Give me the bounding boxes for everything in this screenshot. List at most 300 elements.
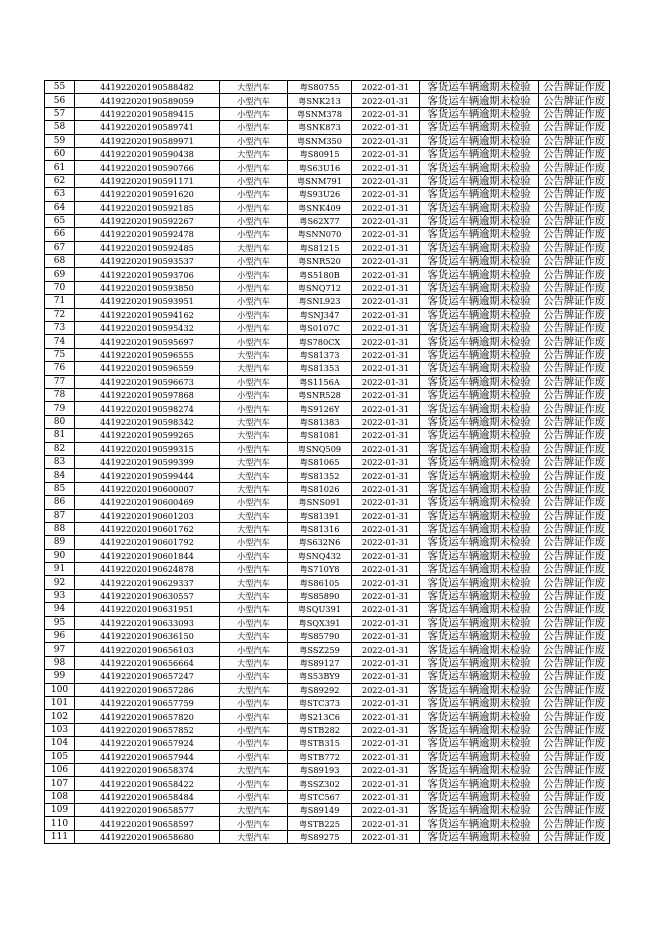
plate-number-cell: 粤SNN070 [288, 228, 352, 241]
row-number: 61 [45, 161, 75, 174]
date-cell: 2022-01-31 [352, 469, 420, 482]
row-number: 98 [45, 656, 75, 669]
reason-cell: 客货运车辆逾期未检验 [420, 415, 539, 428]
table-row [45, 174, 610, 187]
plate-number-cell: 粤SNQ509 [288, 442, 352, 455]
reason-cell: 客货运车辆逾期未检验 [420, 710, 539, 723]
table-row [45, 228, 610, 241]
vehicle-type-cell: 大型汽车 [220, 429, 288, 442]
plate-number-cell: 粤STB315 [288, 737, 352, 750]
reason-cell: 客货运车辆逾期未检验 [420, 362, 539, 375]
status-cell: 公告牌证作废 [539, 388, 610, 401]
reason-cell: 客货运车辆逾期未检验 [420, 255, 539, 268]
plate-number-cell: 粤S81352 [288, 469, 352, 482]
row-number: 110 [45, 817, 75, 830]
vehicle-type-cell: 小型汽车 [220, 268, 288, 281]
table-row [45, 509, 610, 522]
row-number: 56 [45, 94, 75, 107]
reason-cell: 客货运车辆逾期未检验 [420, 509, 539, 522]
row-number: 92 [45, 576, 75, 589]
vehicle-type-cell: 小型汽车 [220, 563, 288, 576]
vehicle-type-cell: 小型汽车 [220, 710, 288, 723]
status-cell: 公告牌证作废 [539, 482, 610, 495]
record-id-cell: 441922020190590766 [75, 161, 220, 174]
table-row [45, 348, 610, 361]
record-id-cell: 441922020190657820 [75, 710, 220, 723]
row-number: 57 [45, 107, 75, 120]
status-cell: 公告牌证作废 [539, 147, 610, 160]
record-id-cell: 441922020190657924 [75, 737, 220, 750]
date-cell: 2022-01-31 [352, 549, 420, 562]
vehicle-type-cell: 小型汽车 [220, 308, 288, 321]
reason-cell: 客货运车辆逾期未检验 [420, 576, 539, 589]
row-number: 95 [45, 616, 75, 629]
vehicle-type-cell: 大型汽车 [220, 415, 288, 428]
record-id-cell: 441922020190591620 [75, 188, 220, 201]
plate-number-cell: 粤SNK409 [288, 201, 352, 214]
date-cell: 2022-01-31 [352, 295, 420, 308]
record-id-cell: 441922020190595697 [75, 335, 220, 348]
status-cell: 公告牌证作废 [539, 710, 610, 723]
vehicle-type-cell: 小型汽车 [220, 536, 288, 549]
status-cell: 公告牌证作废 [539, 589, 610, 602]
table-row [45, 469, 610, 482]
status-cell: 公告牌证作废 [539, 322, 610, 335]
status-cell: 公告牌证作废 [539, 536, 610, 549]
record-id-cell: 441922020190596673 [75, 375, 220, 388]
vehicle-type-cell: 小型汽车 [220, 777, 288, 790]
status-cell: 公告牌证作废 [539, 737, 610, 750]
vehicle-type-cell: 小型汽车 [220, 402, 288, 415]
reason-cell: 客货运车辆逾期未检验 [420, 643, 539, 656]
reason-cell: 客货运车辆逾期未检验 [420, 188, 539, 201]
vehicle-type-cell: 大型汽车 [220, 630, 288, 643]
plate-number-cell: 粤S53BY9 [288, 670, 352, 683]
plate-number-cell: 粤SNL923 [288, 295, 352, 308]
date-cell: 2022-01-31 [352, 255, 420, 268]
plate-number-cell: 粤S81353 [288, 362, 352, 375]
plate-number-cell: 粤STB282 [288, 723, 352, 736]
plate-number-cell: 粤S213C6 [288, 710, 352, 723]
reason-cell: 客货运车辆逾期未检验 [420, 348, 539, 361]
reason-cell: 客货运车辆逾期未检验 [420, 496, 539, 509]
record-id-cell: 441922020190592478 [75, 228, 220, 241]
plate-number-cell: 粤S710Y8 [288, 563, 352, 576]
plate-number-cell: 粤SNR528 [288, 388, 352, 401]
status-cell: 公告牌证作废 [539, 777, 610, 790]
date-cell: 2022-01-31 [352, 335, 420, 348]
vehicle-type-cell: 小型汽车 [220, 817, 288, 830]
date-cell: 2022-01-31 [352, 322, 420, 335]
reason-cell: 客货运车辆逾期未检验 [420, 121, 539, 134]
plate-number-cell: 粤S80755 [288, 81, 352, 94]
table-row [45, 107, 610, 120]
reason-cell: 客货运车辆逾期未检验 [420, 603, 539, 616]
table-row [45, 777, 610, 790]
row-number: 76 [45, 362, 75, 375]
reason-cell: 客货运车辆逾期未检验 [420, 482, 539, 495]
row-number: 70 [45, 281, 75, 294]
row-number: 79 [45, 402, 75, 415]
vehicle-type-cell: 大型汽车 [220, 656, 288, 669]
record-id-cell: 441922020190598274 [75, 402, 220, 415]
plate-number-cell: 粤S81026 [288, 482, 352, 495]
table-row [45, 121, 610, 134]
table-row [45, 308, 610, 321]
date-cell: 2022-01-31 [352, 777, 420, 790]
record-id-cell: 441922020190624878 [75, 563, 220, 576]
vehicle-type-cell: 大型汽车 [220, 482, 288, 495]
vehicle-type-cell: 小型汽车 [220, 295, 288, 308]
date-cell: 2022-01-31 [352, 683, 420, 696]
date-cell: 2022-01-31 [352, 563, 420, 576]
vehicle-type-cell: 小型汽车 [220, 790, 288, 803]
vehicle-type-cell: 小型汽车 [220, 228, 288, 241]
table-row [45, 603, 610, 616]
status-cell: 公告牌证作废 [539, 750, 610, 763]
plate-number-cell: 粤S0107C [288, 322, 352, 335]
table-row [45, 763, 610, 776]
date-cell: 2022-01-31 [352, 161, 420, 174]
row-number: 84 [45, 469, 75, 482]
status-cell: 公告牌证作废 [539, 496, 610, 509]
record-id-cell: 441922020190657852 [75, 723, 220, 736]
vehicle-type-cell: 小型汽车 [220, 375, 288, 388]
vehicle-type-cell: 小型汽车 [220, 174, 288, 187]
status-cell: 公告牌证作废 [539, 201, 610, 214]
date-cell: 2022-01-31 [352, 737, 420, 750]
plate-number-cell: 粤S1156A [288, 375, 352, 388]
vehicle-type-cell: 小型汽车 [220, 616, 288, 629]
plate-number-cell: 粤S89193 [288, 763, 352, 776]
record-id-cell: 441922020190596559 [75, 362, 220, 375]
table-row [45, 268, 610, 281]
row-number: 96 [45, 630, 75, 643]
table-row [45, 656, 610, 669]
table-row [45, 442, 610, 455]
record-id-cell: 441922020190596555 [75, 348, 220, 361]
plate-number-cell: 粤S80915 [288, 147, 352, 160]
reason-cell: 客货运车辆逾期未检验 [420, 429, 539, 442]
status-cell: 公告牌证作废 [539, 268, 610, 281]
table-row [45, 402, 610, 415]
vehicle-type-cell: 大型汽车 [220, 522, 288, 535]
plate-number-cell: 粤SNQ712 [288, 281, 352, 294]
status-cell: 公告牌证作废 [539, 375, 610, 388]
date-cell: 2022-01-31 [352, 107, 420, 120]
date-cell: 2022-01-31 [352, 388, 420, 401]
date-cell: 2022-01-31 [352, 348, 420, 361]
vehicle-type-cell: 小型汽车 [220, 388, 288, 401]
date-cell: 2022-01-31 [352, 415, 420, 428]
row-number: 100 [45, 683, 75, 696]
vehicle-type-cell: 大型汽车 [220, 455, 288, 468]
record-id-cell: 441922020190589971 [75, 134, 220, 147]
row-number: 77 [45, 375, 75, 388]
row-number: 59 [45, 134, 75, 147]
table-row [45, 201, 610, 214]
status-cell: 公告牌证作废 [539, 214, 610, 227]
status-cell: 公告牌证作废 [539, 804, 610, 817]
vehicle-type-cell: 小型汽车 [220, 161, 288, 174]
reason-cell: 客货运车辆逾期未检验 [420, 790, 539, 803]
row-number: 99 [45, 670, 75, 683]
reason-cell: 客货运车辆逾期未检验 [420, 616, 539, 629]
reason-cell: 客货运车辆逾期未检验 [420, 134, 539, 147]
table-row [45, 496, 610, 509]
date-cell: 2022-01-31 [352, 830, 420, 843]
reason-cell: 客货运车辆逾期未检验 [420, 268, 539, 281]
date-cell: 2022-01-31 [352, 455, 420, 468]
plate-number-cell: 粤SNS091 [288, 496, 352, 509]
record-id-cell: 441922020190593951 [75, 295, 220, 308]
row-number: 108 [45, 790, 75, 803]
table-row [45, 536, 610, 549]
date-cell: 2022-01-31 [352, 750, 420, 763]
vehicle-type-cell: 小型汽车 [220, 188, 288, 201]
record-id-cell: 441922020190595432 [75, 322, 220, 335]
reason-cell: 客货运车辆逾期未检验 [420, 656, 539, 669]
row-number: 86 [45, 496, 75, 509]
plate-number-cell: 粤S86105 [288, 576, 352, 589]
table-row [45, 563, 610, 576]
date-cell: 2022-01-31 [352, 308, 420, 321]
date-cell: 2022-01-31 [352, 589, 420, 602]
row-number: 82 [45, 442, 75, 455]
date-cell: 2022-01-31 [352, 188, 420, 201]
date-cell: 2022-01-31 [352, 281, 420, 294]
reason-cell: 客货运车辆逾期未检验 [420, 670, 539, 683]
table-row [45, 335, 610, 348]
row-number: 67 [45, 241, 75, 254]
status-cell: 公告牌证作废 [539, 790, 610, 803]
plate-number-cell: 粤S81316 [288, 522, 352, 535]
row-number: 93 [45, 589, 75, 602]
date-cell: 2022-01-31 [352, 710, 420, 723]
record-id-cell: 441922020190636150 [75, 630, 220, 643]
record-id-cell: 441922020190601203 [75, 509, 220, 522]
plate-number-cell: 粤S62X77 [288, 214, 352, 227]
table-row [45, 94, 610, 107]
reason-cell: 客货运车辆逾期未检验 [420, 94, 539, 107]
status-cell: 公告牌证作废 [539, 161, 610, 174]
reason-cell: 客货运车辆逾期未检验 [420, 308, 539, 321]
row-number: 88 [45, 522, 75, 535]
row-number: 58 [45, 121, 75, 134]
status-cell: 公告牌证作废 [539, 656, 610, 669]
reason-cell: 客货运车辆逾期未检验 [420, 228, 539, 241]
plate-number-cell: 粤S780CX [288, 335, 352, 348]
status-cell: 公告牌证作废 [539, 549, 610, 562]
date-cell: 2022-01-31 [352, 576, 420, 589]
status-cell: 公告牌证作废 [539, 455, 610, 468]
reason-cell: 客货运车辆逾期未检验 [420, 107, 539, 120]
plate-number-cell: 粤S81215 [288, 241, 352, 254]
reason-cell: 客货运车辆逾期未检验 [420, 201, 539, 214]
vehicle-type-cell: 小型汽车 [220, 281, 288, 294]
row-number: 111 [45, 830, 75, 843]
plate-number-cell: 粤S89149 [288, 804, 352, 817]
plate-number-cell: 粤S9126Y [288, 402, 352, 415]
vehicle-type-cell: 小型汽车 [220, 723, 288, 736]
vehicle-type-cell: 大型汽车 [220, 348, 288, 361]
status-cell: 公告牌证作废 [539, 174, 610, 187]
row-number: 71 [45, 295, 75, 308]
table-row [45, 737, 610, 750]
date-cell: 2022-01-31 [352, 817, 420, 830]
table-row [45, 750, 610, 763]
status-cell: 公告牌证作废 [539, 94, 610, 107]
date-cell: 2022-01-31 [352, 616, 420, 629]
vehicle-type-cell: 小型汽车 [220, 643, 288, 656]
plate-number-cell: 粤STB225 [288, 817, 352, 830]
status-cell: 公告牌证作废 [539, 522, 610, 535]
row-number: 87 [45, 509, 75, 522]
status-cell: 公告牌证作废 [539, 308, 610, 321]
reason-cell: 客货运车辆逾期未检验 [420, 214, 539, 227]
plate-number-cell: 粤STC567 [288, 790, 352, 803]
row-number: 65 [45, 214, 75, 227]
row-number: 90 [45, 549, 75, 562]
plate-number-cell: 粤S81383 [288, 415, 352, 428]
record-id-cell: 441922020190601762 [75, 522, 220, 535]
row-number: 66 [45, 228, 75, 241]
plate-number-cell: 粤STC373 [288, 696, 352, 709]
reason-cell: 客货运车辆逾期未检验 [420, 442, 539, 455]
plate-number-cell: 粤S63U16 [288, 161, 352, 174]
record-id-cell: 441922020190658484 [75, 790, 220, 803]
record-id-cell: 441922020190592485 [75, 241, 220, 254]
status-cell: 公告牌证作废 [539, 402, 610, 415]
date-cell: 2022-01-31 [352, 121, 420, 134]
status-cell: 公告牌证作废 [539, 576, 610, 589]
row-number: 78 [45, 388, 75, 401]
table-row [45, 429, 610, 442]
record-id-cell: 441922020190657286 [75, 683, 220, 696]
row-number: 60 [45, 147, 75, 160]
reason-cell: 客货运车辆逾期未检验 [420, 549, 539, 562]
vehicle-type-cell: 小型汽车 [220, 107, 288, 120]
plate-number-cell: 粤SNJ347 [288, 308, 352, 321]
plate-number-cell: 粤S81373 [288, 348, 352, 361]
plate-number-cell: 粤S89275 [288, 830, 352, 843]
reason-cell: 客货运车辆逾期未检验 [420, 830, 539, 843]
plate-number-cell: 粤S81065 [288, 455, 352, 468]
date-cell: 2022-01-31 [352, 670, 420, 683]
vehicle-type-cell: 大型汽车 [220, 589, 288, 602]
row-number: 94 [45, 603, 75, 616]
plate-number-cell: 粤S85790 [288, 630, 352, 643]
reason-cell: 客货运车辆逾期未检验 [420, 455, 539, 468]
status-cell: 公告牌证作废 [539, 335, 610, 348]
row-number: 64 [45, 201, 75, 214]
plate-number-cell: 粤S632N6 [288, 536, 352, 549]
table-row [45, 255, 610, 268]
date-cell: 2022-01-31 [352, 134, 420, 147]
date-cell: 2022-01-31 [352, 362, 420, 375]
row-number: 103 [45, 723, 75, 736]
reason-cell: 客货运车辆逾期未检验 [420, 388, 539, 401]
vehicle-type-cell: 大型汽车 [220, 683, 288, 696]
plate-number-cell: 粤S81391 [288, 509, 352, 522]
table-row [45, 375, 610, 388]
record-id-cell: 441922020190657944 [75, 750, 220, 763]
reason-cell: 客货运车辆逾期未检验 [420, 750, 539, 763]
plate-number-cell: 粤SNK873 [288, 121, 352, 134]
reason-cell: 客货运车辆逾期未检验 [420, 174, 539, 187]
status-cell: 公告牌证作废 [539, 763, 610, 776]
status-cell: 公告牌证作废 [539, 683, 610, 696]
row-number: 69 [45, 268, 75, 281]
plate-number-cell: 粤SNM791 [288, 174, 352, 187]
row-number: 55 [45, 81, 75, 94]
record-id-cell: 441922020190658422 [75, 777, 220, 790]
row-number: 102 [45, 710, 75, 723]
status-cell: 公告牌证作废 [539, 255, 610, 268]
record-id-cell: 441922020190589741 [75, 121, 220, 134]
table-row [45, 616, 610, 629]
record-id-cell: 441922020190658680 [75, 830, 220, 843]
table-row [45, 830, 610, 843]
table-row [45, 723, 610, 736]
vehicle-type-cell: 小型汽车 [220, 201, 288, 214]
record-id-cell: 441922020190601792 [75, 536, 220, 549]
record-id-cell: 441922020190658577 [75, 804, 220, 817]
record-id-cell: 441922020190599399 [75, 455, 220, 468]
reason-cell: 客货运车辆逾期未检验 [420, 147, 539, 160]
row-number: 85 [45, 482, 75, 495]
vehicle-type-cell: 大型汽车 [220, 241, 288, 254]
row-number: 106 [45, 763, 75, 776]
plate-number-cell: 粤S5180B [288, 268, 352, 281]
reason-cell: 客货运车辆逾期未检验 [420, 161, 539, 174]
date-cell: 2022-01-31 [352, 147, 420, 160]
date-cell: 2022-01-31 [352, 723, 420, 736]
reason-cell: 客货运车辆逾期未检验 [420, 469, 539, 482]
vehicle-type-cell: 小型汽车 [220, 121, 288, 134]
row-number: 83 [45, 455, 75, 468]
date-cell: 2022-01-31 [352, 241, 420, 254]
status-cell: 公告牌证作废 [539, 415, 610, 428]
vehicle-type-cell: 小型汽车 [220, 214, 288, 227]
table-row [45, 683, 610, 696]
vehicle-type-cell: 小型汽车 [220, 322, 288, 335]
table-row [45, 482, 610, 495]
record-id-cell: 441922020190601844 [75, 549, 220, 562]
reason-cell: 客货运车辆逾期未检验 [420, 241, 539, 254]
table-row [45, 147, 610, 160]
table-row [45, 161, 610, 174]
plate-number-cell: 粤SNQ432 [288, 549, 352, 562]
record-id-cell: 441922020190600007 [75, 482, 220, 495]
status-cell: 公告牌证作废 [539, 134, 610, 147]
date-cell: 2022-01-31 [352, 214, 420, 227]
vehicle-type-cell: 小型汽车 [220, 496, 288, 509]
record-id-cell: 441922020190599265 [75, 429, 220, 442]
reason-cell: 客货运车辆逾期未检验 [420, 281, 539, 294]
plate-number-cell: 粤SNR520 [288, 255, 352, 268]
status-cell: 公告牌证作废 [539, 81, 610, 94]
vehicle-type-cell: 小型汽车 [220, 335, 288, 348]
row-number: 74 [45, 335, 75, 348]
status-cell: 公告牌证作废 [539, 723, 610, 736]
records-table [44, 80, 610, 844]
row-number: 101 [45, 696, 75, 709]
table-row [45, 630, 610, 643]
vehicle-type-cell: 大型汽车 [220, 147, 288, 160]
vehicle-type-cell: 小型汽车 [220, 737, 288, 750]
record-id-cell: 441922020190593850 [75, 281, 220, 294]
